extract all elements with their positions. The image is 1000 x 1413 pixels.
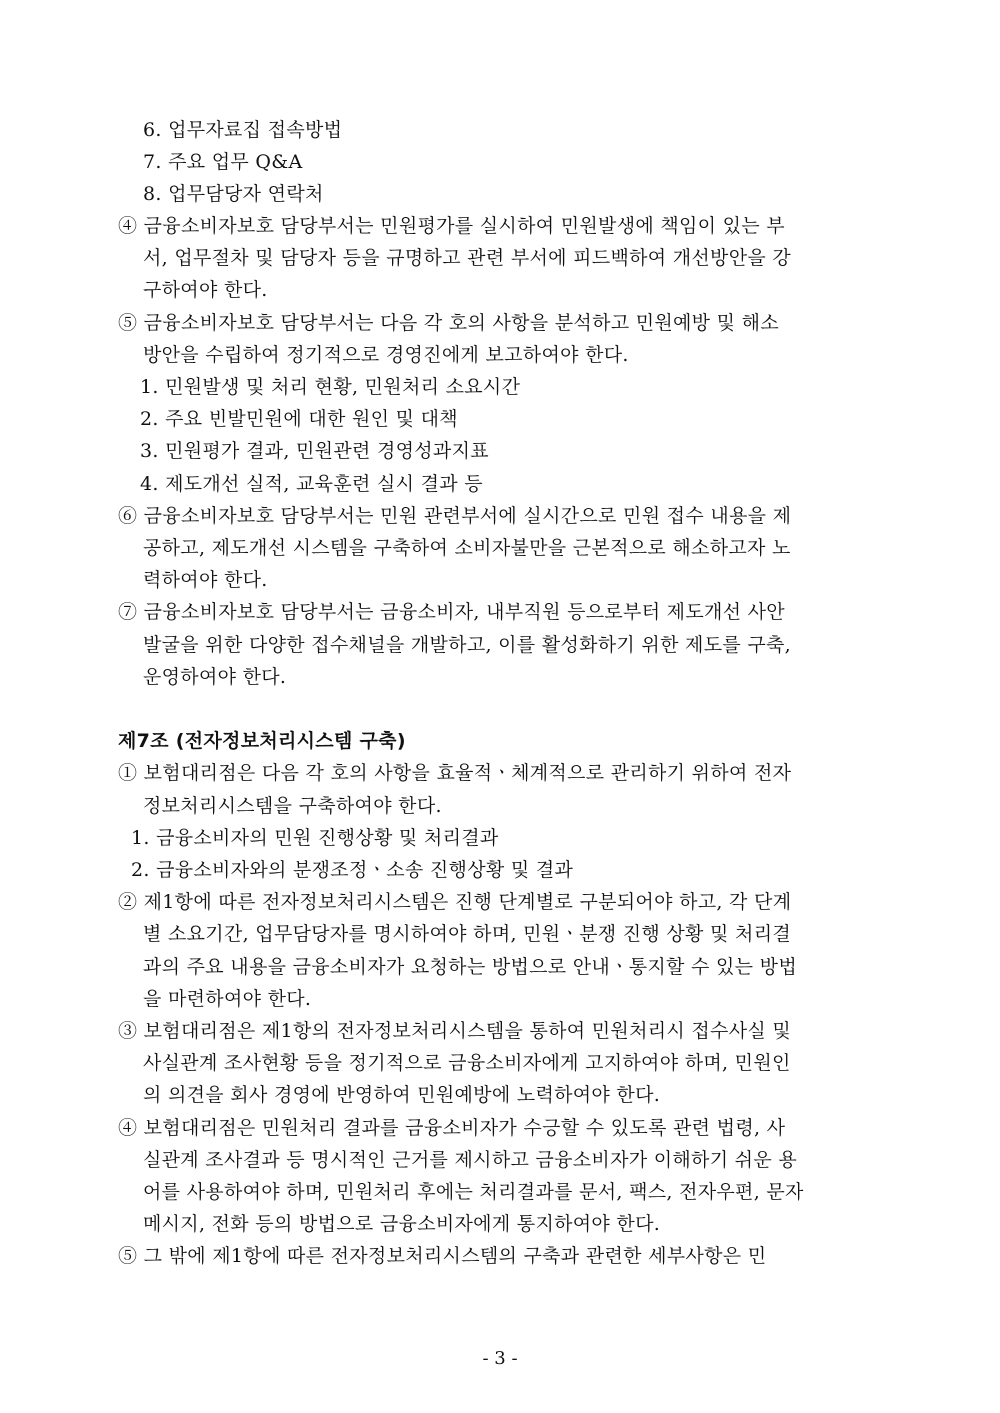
paragraph-line: 과의 주요 내용을 금융소비자가 요청하는 방법으로 안내ㆍ통지할 수 있는 방법 bbox=[143, 956, 797, 978]
section-heading: 제7조 (전자정보처리시스템 구축) bbox=[118, 730, 406, 752]
list-item: 2. 주요 빈발민원에 대한 원인 및 대책 bbox=[140, 408, 458, 430]
paragraph-line: ⑤ 그 밖에 제1항에 따른 전자정보처리시스템의 구축과 관련한 세부사항은 민 bbox=[118, 1245, 767, 1267]
paragraph-line: 력하여야 한다. bbox=[143, 569, 268, 591]
paragraph-line: ① 보험대리점은 다음 각 호의 사항을 효율적ㆍ체계적으로 관리하기 위하여 전자 bbox=[118, 762, 792, 784]
list-item: 7. 주요 업무 Q&A bbox=[143, 151, 303, 173]
list-item: 4. 제도개선 실적, 교육훈련 실시 결과 등 bbox=[140, 473, 483, 495]
paragraph-line: ② 제1항에 따른 전자정보처리시스템은 진행 단계별로 구분되어야 하고, 각 단계 bbox=[118, 891, 792, 913]
paragraph-line: ④ 보험대리점은 민원처리 결과를 금융소비자가 수긍할 수 있도록 관련 법령, 사 bbox=[118, 1117, 786, 1139]
paragraph-line: 서, 업무절차 및 담당자 등을 규명하고 관련 부서에 피드백하여 개선방안을 강 bbox=[143, 247, 792, 269]
paragraph-line: 의 의견을 회사 경영에 반영하여 민원예방에 노력하여야 한다. bbox=[143, 1084, 661, 1106]
paragraph-line: ⑥ 금융소비자보호 담당부서는 민원 관련부서에 실시간으로 민원 접수 내용을 제 bbox=[118, 505, 792, 527]
list-item: 3. 민원평가 결과, 민원관련 경영성과지표 bbox=[140, 440, 489, 462]
paragraph-line: ⑤ 금융소비자보호 담당부서는 다음 각 호의 사항을 분석하고 민원예방 및 해소 bbox=[118, 312, 779, 334]
list-item: 2. 금융소비자와의 분쟁조정ㆍ소송 진행상황 및 결과 bbox=[131, 859, 574, 881]
paragraph-line: 메시지, 전화 등의 방법으로 금융소비자에게 통지하여야 한다. bbox=[143, 1213, 661, 1235]
paragraph-line: 사실관계 조사현황 등을 정기적으로 금융소비자에게 고지하여야 하며, 민원인 bbox=[143, 1052, 791, 1074]
paragraph-line: 실관계 조사결과 등 명시적인 근거를 제시하고 금융소비자가 이해하기 쉬운 용 bbox=[143, 1149, 797, 1171]
paragraph-line: ⑦ 금융소비자보호 담당부서는 금융소비자, 내부직원 등으로부터 제도개선 사안 bbox=[118, 601, 785, 623]
paragraph-line: 별 소요기간, 업무담당자를 명시하여야 하며, 민원ㆍ분쟁 진행 상황 및 처리결 bbox=[143, 923, 792, 945]
list-item: 6. 업무자료집 접속방법 bbox=[143, 119, 343, 141]
paragraph-line: 공하고, 제도개선 시스템을 구축하여 소비자불만을 근본적으로 해소하고자 노 bbox=[143, 537, 791, 559]
list-item: 1. 금융소비자의 민원 진행상황 및 처리결과 bbox=[131, 827, 499, 849]
list-item: 8. 업무담당자 연락처 bbox=[143, 183, 324, 205]
paragraph-line: 어를 사용하여야 하며, 민원처리 후에는 처리결과를 문서, 팩스, 전자우편, 문자 bbox=[143, 1181, 804, 1203]
paragraph-line: 정보처리시스템을 구축하여야 한다. bbox=[143, 795, 442, 817]
paragraph-line: 발굴을 위한 다양한 접수채널을 개발하고, 이를 활성화하기 위한 제도를 구축, bbox=[143, 634, 792, 656]
paragraph-line: ③ 보험대리점은 제1항의 전자정보처리시스템을 통하여 민원처리시 접수사실 및 bbox=[118, 1020, 791, 1042]
paragraph-line: 구하여야 한다. bbox=[143, 279, 268, 301]
page-number: - 3 - bbox=[482, 1348, 518, 1369]
paragraph-line: 방안을 수립하여 정기적으로 경영진에게 보고하여야 한다. bbox=[143, 344, 629, 366]
paragraph-line: 을 마련하여야 한다. bbox=[143, 988, 312, 1010]
list-item: 1. 민원발생 및 처리 현황, 민원처리 소요시간 bbox=[140, 376, 521, 398]
paragraph-line: ④ 금융소비자보호 담당부서는 민원평가를 실시하여 민원발생에 책임이 있는 부 bbox=[118, 215, 785, 237]
paragraph-line: 운영하여야 한다. bbox=[143, 666, 287, 688]
